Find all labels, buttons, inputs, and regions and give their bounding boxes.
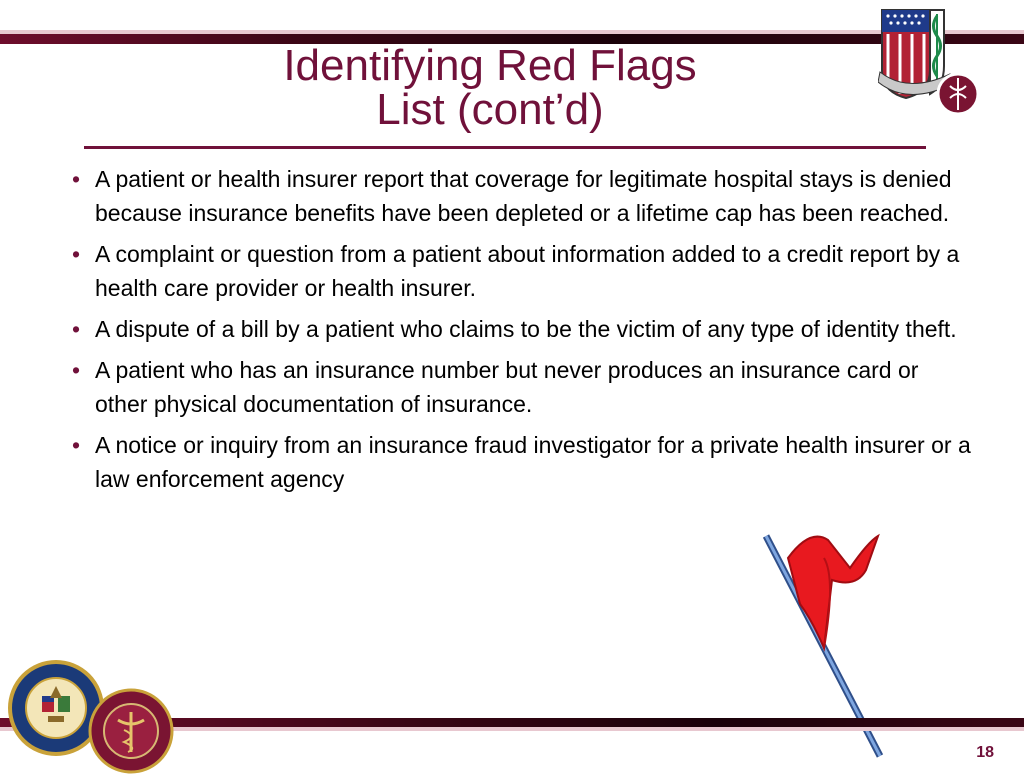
bullet-item — [72, 237, 972, 305]
bullet-dot-icon: • — [72, 432, 81, 458]
page-number: 18 — [976, 744, 994, 761]
bullet-item — [72, 428, 972, 496]
bullet-text: A complaint or question from a patient about information added to a credit report by a health care provider or health insurer. — [95, 241, 960, 301]
slide-title-line-2: List (cont’d) — [376, 85, 604, 134]
bullet-item — [72, 312, 972, 346]
bullet-text: A notice or inquiry from an insurance fraud investigator for a private health insurer or a law enforcement agency — [95, 432, 971, 492]
bullet-dot-icon: • — [72, 316, 81, 342]
bullet-dot-icon: • — [72, 357, 81, 383]
army-medical-department-seal-icon — [88, 688, 174, 774]
bullet-item — [72, 353, 972, 421]
slide-title — [140, 41, 840, 134]
bullet-text: A patient who has an insurance number but never produces an insurance card or other physical documentation of insurance. — [95, 357, 919, 417]
bullet-dot-icon: • — [72, 166, 81, 192]
slide-title-line-1: Identifying Red Flags — [283, 41, 697, 90]
bullet-text: A patient or health insurer report that coverage for legitimate hospital stays is denied because insurance benefits have been depleted or a lifetime cap has been reached. — [95, 166, 952, 226]
bullet-list — [72, 162, 972, 503]
title-underline — [84, 146, 926, 149]
bullet-item — [72, 162, 972, 230]
bullet-text: A dispute of a bill by a patient who claims to be the victim of any type of identity theft. — [95, 316, 957, 342]
bullet-dot-icon: • — [72, 241, 81, 267]
amedd-regimental-crest-icon — [878, 6, 978, 138]
